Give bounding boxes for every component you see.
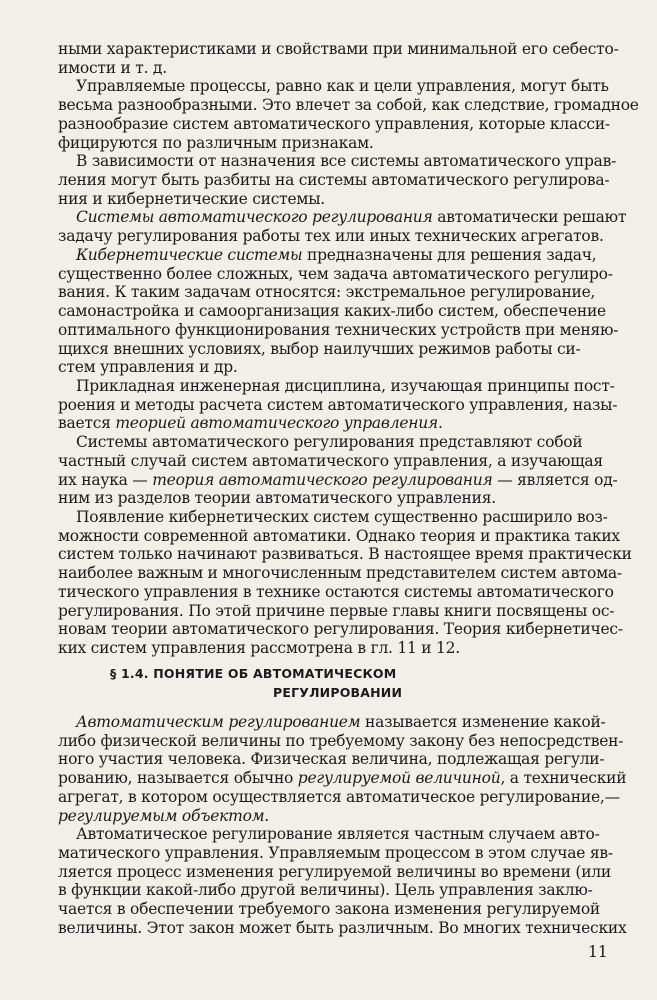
text-line xyxy=(58,377,613,396)
text-run: стем управления и др. xyxy=(58,358,238,377)
text-run: ления могут быть разбиты на системы автоматического регулирова- xyxy=(58,171,610,190)
text-line xyxy=(58,583,613,602)
text-run: В зависимости от назначения все системы автоматического управ- xyxy=(76,152,617,171)
text-run: вания. К таким задачам относятся: экстремальное регулирование, xyxy=(58,283,596,302)
text-line xyxy=(58,844,613,863)
text-run: оптимального функционирования технических устройств при меняю- xyxy=(58,320,619,339)
text-run: ляется процесс изменения регулируемой величины во времени (или xyxy=(58,862,611,881)
text-run: Появление кибернетических систем существенно расширило воз- xyxy=(76,508,608,526)
text-run: наиболее важным и многочисленным представителем систем автома- xyxy=(58,564,622,583)
italic-term: Системы автоматического регулирования xyxy=(76,208,433,227)
text-run: ными характеристиками и свойствами при минимальной его себесто- xyxy=(58,40,619,58)
text-line xyxy=(58,171,613,190)
text-line xyxy=(58,152,617,171)
text-line xyxy=(58,863,613,882)
text-run: регулирования. По этой причине первые главы книги посвящены ос- xyxy=(58,601,615,620)
text-line xyxy=(58,602,613,621)
italic-term: Кибернетические системы xyxy=(76,245,303,264)
text-line xyxy=(58,414,613,433)
text-run: их наука — xyxy=(58,470,153,489)
text-run: ного участия человека. Физическая величина, подлежащая регули- xyxy=(58,750,605,769)
text-run: , а технический xyxy=(500,769,627,788)
text-line xyxy=(58,302,613,321)
text-line xyxy=(58,265,613,284)
text-line xyxy=(58,787,620,807)
text-run: фицируются по различным признакам. xyxy=(58,133,374,152)
text-line xyxy=(58,227,613,246)
text-run: предназначены для решения задач, xyxy=(302,245,597,264)
text-run: автоматически решают xyxy=(432,208,627,227)
text-line xyxy=(58,508,613,527)
text-line xyxy=(58,190,613,209)
text-line xyxy=(58,750,613,769)
text-line xyxy=(58,825,613,844)
text-line xyxy=(58,208,627,227)
text-line xyxy=(58,283,613,302)
text-run: агрегат, в котором осуществляется автоматическое регулирование,— xyxy=(58,787,620,806)
text-line xyxy=(58,433,613,452)
italic-term: теория автоматического регулирования xyxy=(152,470,493,489)
text-run: ним из разделов теории автоматического управления. xyxy=(58,489,496,508)
text-line xyxy=(58,881,613,900)
text-run: задачу регулирования работы тех или иных технических агрегатов. xyxy=(58,227,604,246)
text-line xyxy=(58,470,618,490)
text-run: Автоматическое регулирование является частным случаем авто- xyxy=(76,825,600,844)
text-line xyxy=(58,358,613,377)
text-line xyxy=(58,96,639,115)
text-run: новам теории автоматического регулирования. Теория кибернетичес- xyxy=(58,620,623,639)
text-run: весьма разнообразными. Это влечет за собой, как следствие, громадное xyxy=(58,96,639,115)
text-line xyxy=(58,807,613,826)
text-run: Системы автоматического регулирования представляют собой xyxy=(76,433,583,452)
text-run: Прикладная инженерная дисциплина, изучающая принципы пост- xyxy=(76,376,615,395)
text-run: разнообразие систем автоматического управления, которые класси- xyxy=(58,114,610,133)
text-run: вается xyxy=(58,414,116,433)
text-run: либо физической величины по требуемому закону без непосредствен- xyxy=(58,731,624,750)
text-line xyxy=(58,115,613,134)
text-line xyxy=(58,320,619,340)
italic-term: регулируемым объектом xyxy=(58,806,265,825)
text-run: тического управления в технике остаются системы автоматического xyxy=(58,582,614,601)
text-line xyxy=(58,526,620,546)
text-run: называется изменение какой- xyxy=(360,713,606,731)
text-line xyxy=(58,489,613,508)
section-heading-line2: РЕГУЛИРОВАНИИ xyxy=(273,685,403,700)
text-line xyxy=(58,134,613,153)
text-line xyxy=(58,713,613,732)
text-line xyxy=(58,40,619,59)
text-line xyxy=(58,639,613,658)
text-run: — является од- xyxy=(492,470,618,489)
text-run: чается в обеспечении требуемого закона изменения регулируемой xyxy=(58,900,600,919)
page-number: 11 xyxy=(588,943,608,961)
text-run: роения и методы расчета систем автоматического управления, назы- xyxy=(58,395,618,414)
text-run: . xyxy=(437,414,443,433)
text-run: можности современной автоматики. Однако теория и практика таких xyxy=(58,526,620,545)
text-run: рованию, называется обычно xyxy=(58,769,298,788)
text-line xyxy=(58,900,613,919)
text-line xyxy=(58,77,613,96)
text-run: матического управления. Управляемым процессом в этом случае яв- xyxy=(58,844,613,863)
text-line xyxy=(58,620,623,639)
text-line xyxy=(58,395,618,415)
italic-term: регулируемой величиной xyxy=(297,769,501,788)
text-line xyxy=(58,246,613,265)
text-line xyxy=(58,59,613,78)
text-line xyxy=(58,545,632,564)
section-heading-line1: § 1.4. ПОНЯТИЕ ОБ АВТОМАТИЧЕСКОМ xyxy=(110,666,397,681)
text-run: в функции какой-либо другой величины). Цель управления заклю- xyxy=(58,881,593,900)
text-run: . xyxy=(264,806,269,825)
text-run: самонастройка и самоорганизация каких-либо систем, обеспечение xyxy=(58,302,606,321)
italic-term: теорией автоматического управления xyxy=(115,414,438,433)
text-line xyxy=(58,340,613,359)
text-run: ния и кибернетические системы. xyxy=(58,189,325,208)
text-line xyxy=(58,452,613,471)
text-run: систем только начинают развиваться. В настоящее время практически xyxy=(58,545,632,564)
text-line xyxy=(58,564,622,583)
text-run: существенно более сложных, чем задача автоматического регулиро- xyxy=(58,264,613,283)
text-line xyxy=(58,769,627,788)
text-run: ких систем управления рассмотрена в гл. 11 и 12. xyxy=(58,639,460,658)
text-run: частный случай систем автоматического управления, а изучающая xyxy=(58,451,603,470)
text-run: щихся внешних условиях, выбор наилучших режимов работы си- xyxy=(58,339,581,358)
italic-term: Автоматическим регулированием xyxy=(76,713,361,731)
text-line xyxy=(58,731,624,751)
text-run: величины. Этот закон может быть различным. Во многих технических xyxy=(58,918,627,937)
text-line xyxy=(58,918,627,938)
text-run: Управляемые процессы, равно как и цели управления, могут быть xyxy=(76,77,609,96)
text-run: имости и т. д. xyxy=(58,58,167,77)
